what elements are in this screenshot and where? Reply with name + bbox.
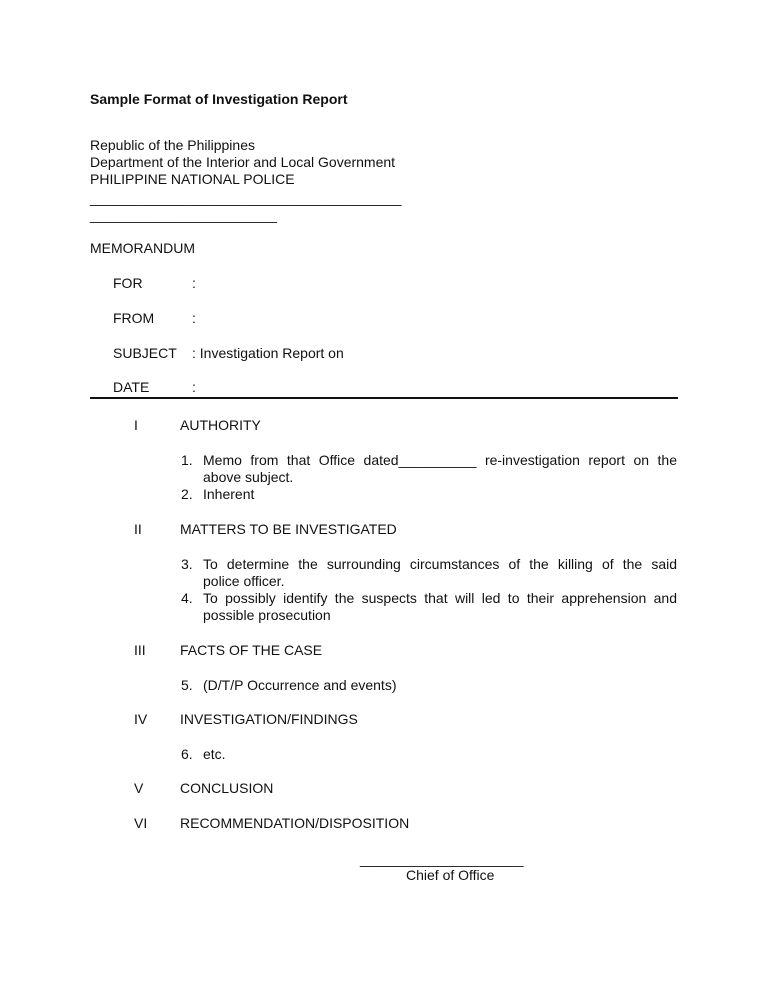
letterhead-line-republic: Republic of the Philippines [90, 137, 255, 153]
letterhead-line-pnp: PHILIPPINE NATIONAL POLICE [90, 171, 295, 187]
section-heading-facts: FACTS OF THE CASE [180, 642, 323, 658]
header-divider [90, 397, 678, 399]
section-numeral-ii: II [134, 521, 142, 537]
memo-field-label-subject: SUBJECT [113, 345, 177, 361]
memo-field-value-from: : [192, 310, 196, 326]
item-number-1: 1. [181, 452, 193, 468]
memo-field-value-for: : [192, 275, 196, 291]
item-number-2: 2. [181, 486, 193, 502]
item-number-5: 5. [181, 677, 193, 693]
signature-label: Chief of Office [406, 867, 495, 883]
memo-field-value-date: : [192, 379, 196, 395]
signature-line: _____________________ [360, 851, 524, 867]
item-number-6: 6. [181, 746, 193, 762]
item-number-3: 3. [181, 556, 193, 572]
section-numeral-iii: III [134, 642, 146, 658]
section-heading-matters: MATTERS TO BE INVESTIGATED [180, 521, 397, 537]
letterhead-blank-long: ________________________________________ [90, 190, 402, 206]
section-numeral-iv: IV [134, 711, 148, 727]
item-4-line-1: To possibly identify the suspects that will led to their apprehension and [203, 590, 677, 606]
section-numeral-vi: VI [134, 815, 148, 831]
item-2-line-1: Inherent [203, 486, 255, 502]
section-heading-recommendation: RECOMMENDATION/DISPOSITION [180, 815, 410, 831]
document-title: Sample Format of Investigation Report [90, 91, 348, 107]
memo-field-label-date: DATE [113, 379, 150, 395]
item-6-line-1: etc. [203, 746, 226, 762]
item-number-4: 4. [181, 590, 193, 606]
letterhead-blank-short: ________________________ [90, 207, 277, 223]
item-3-line-2: police officer. [203, 573, 285, 589]
item-3-line-1: To determine the surrounding circumstances of the killing of the said [203, 556, 677, 572]
memorandum-heading: MEMORANDUM [90, 240, 195, 256]
item-4-line-2: possible prosecution [203, 607, 331, 623]
section-heading-conclusion: CONCLUSION [180, 780, 274, 796]
section-numeral-v: V [134, 780, 144, 796]
section-heading-findings: INVESTIGATION/FINDINGS [180, 711, 358, 727]
item-1-line-2: above subject. [203, 469, 294, 485]
memo-field-label-from: FROM [113, 310, 155, 326]
section-heading-authority: AUTHORITY [180, 417, 261, 433]
item-5-line-1: (D/T/P Occurrence and events) [203, 677, 397, 693]
letterhead-line-dilg: Department of the Interior and Local Government [90, 154, 396, 170]
memo-field-label-for: FOR [113, 275, 143, 291]
item-1-line-1: Memo from that Office dated__________ re-investigation report on the [203, 452, 677, 468]
section-numeral-i: I [134, 417, 138, 433]
memo-field-value-subject: : Investigation Report on [192, 345, 344, 361]
